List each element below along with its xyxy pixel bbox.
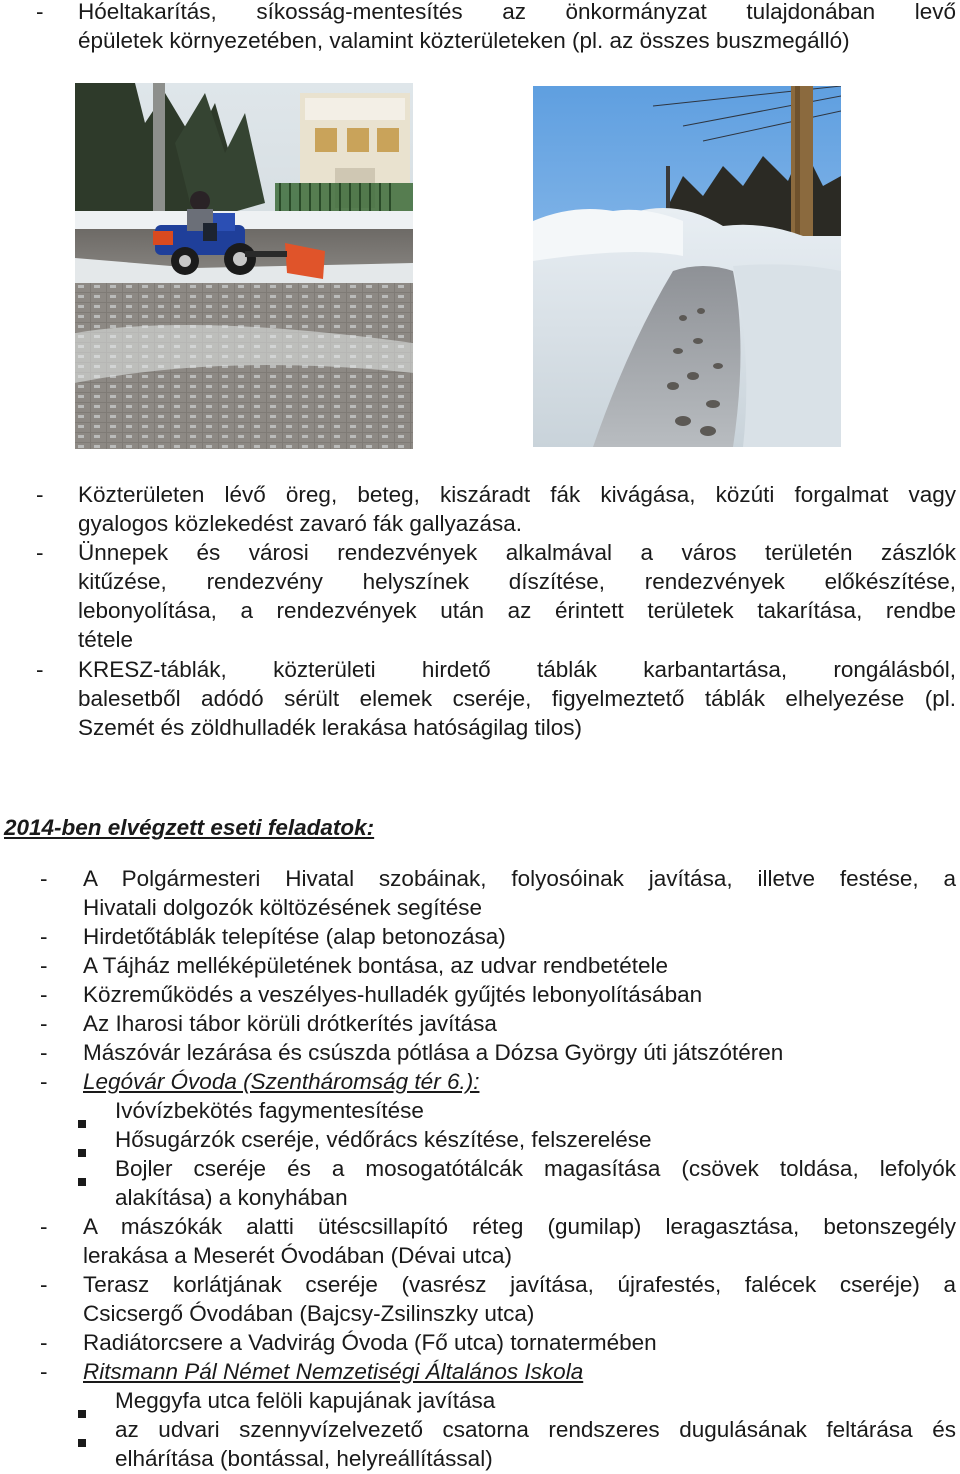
text-line: Az Iharosi tábor körüli drótkerítés javítása <box>83 1011 497 1036</box>
text-line: A mászókák alatti ütéscsillapító réteg (gumilap) leragasztása, betonszegély <box>83 1214 956 1239</box>
list-dash: - <box>40 1040 48 1065</box>
list-item <box>40 1357 956 1386</box>
text-line: Közreműködés a veszélyes-hulladék gyűjtés lebonyolításában <box>83 982 703 1007</box>
text-line: az udvari szennyvízelvezető csatorna rendszeres dugulásának feltárása és <box>115 1417 956 1442</box>
kindergarten-title: Legóvár Óvoda (Szentháromság tér 6.): <box>83 1069 480 1094</box>
text-line: gyalogos közlekedést zavaró fák gallyazása. <box>78 511 523 536</box>
list-dash: - <box>40 1272 48 1297</box>
text-line: Csicsergő Óvodában (Bajcsy-Zsilinszky utca) <box>83 1301 535 1326</box>
text-line: lebonyolítása, a rendezvények után az érintett területek takarítása, rendbe <box>78 598 956 623</box>
list-item <box>40 864 956 922</box>
text-line: Szemét és zöldhulladék lerakása hatóságilag tilos) <box>78 715 583 740</box>
text-line: elhárítása (bontással, helyreállítással) <box>115 1446 493 1471</box>
text-line: kitűzése, rendezvény helyszínek díszítése, rendezvények előkészítése, <box>78 569 956 594</box>
list-item <box>40 1328 956 1357</box>
text-line: Közterületen lévő öreg, beteg, kiszáradt fák kivágása, közúti forgalmat vagy <box>78 482 956 507</box>
school-title: Ritsmann Pál Német Nemzetiségi Általános Iskola <box>83 1359 584 1384</box>
list-item <box>36 655 956 742</box>
text-line: épületek környezetében, valamint közterületeken (pl. az összes buszmegálló) <box>78 28 850 53</box>
list-item <box>40 951 956 980</box>
list-dash: - <box>40 1214 48 1239</box>
text-line: Hóeltakarítás, síkosság-mentesítés az önkormányzat tulajdonában levő <box>78 0 956 24</box>
list-item <box>40 922 956 951</box>
text-line: A Polgármesteri Hivatal szobáinak, folyosóinak javítása, illetve festése, a <box>83 866 956 891</box>
list-item <box>40 1067 956 1096</box>
list-dash: - <box>36 657 44 682</box>
sub-list-item <box>78 1154 956 1212</box>
text-line: Hivatali dolgozók költözésének segítése <box>83 895 482 920</box>
text-line: tétele <box>78 627 134 652</box>
intro-list-item <box>36 0 956 55</box>
text-line: Hirdetőtáblák telepítése (alap betonozása) <box>83 924 506 949</box>
list-dash: - <box>40 1330 48 1355</box>
text-line: A Tájház melléképületének bontása, az udvar rendbetétele <box>83 953 668 978</box>
text-line: Hősugárzók cseréje, védőrács készítése, felszerelése <box>115 1127 652 1152</box>
text-line: Ünnepek és városi rendezvények alkalmával a város területén zászlók <box>78 540 956 565</box>
list-item <box>36 538 956 654</box>
square-bullet-icon <box>78 1439 86 1447</box>
text-line: alakítása) a konyhában <box>115 1185 348 1210</box>
sub-list-item <box>78 1415 956 1473</box>
section-heading: 2014-ben elvégzett eseti feladatok: <box>4 815 375 840</box>
list-item <box>40 980 956 1009</box>
text-line: balesetből adódó sérült elemek cseréje, figyelmeztető táblák elhelyezése (pl. <box>78 686 956 711</box>
list-dash: - <box>40 1069 48 1094</box>
text-line: lerakása a Meserét Óvodában (Dévai utca) <box>83 1243 512 1268</box>
list-dash: - <box>36 0 44 24</box>
list-dash: - <box>40 924 48 949</box>
square-bullet-icon <box>78 1178 86 1186</box>
text-line: Radiátorcsere a Vadvirág Óvoda (Fő utca) tornatermében <box>83 1330 657 1355</box>
text-line: Terasz korlátjának cseréje (vasrész javítása, újrafestés, falécek cseréje) a <box>83 1272 956 1297</box>
list-item <box>40 1270 956 1328</box>
list-dash: - <box>40 982 48 1007</box>
list-item <box>40 1038 956 1067</box>
list-item <box>36 480 956 538</box>
text-line: Mászóvár lezárása és csúszda pótlása a Dózsa György úti játszótéren <box>83 1040 784 1065</box>
list-dash: - <box>40 866 48 891</box>
list-dash: - <box>36 540 44 565</box>
list-item <box>40 1212 956 1270</box>
list-dash: - <box>40 1011 48 1036</box>
text-line: Meggyfa utca felöli kapujának javítása <box>115 1388 496 1413</box>
list-dash: - <box>36 482 44 507</box>
list-dash: - <box>40 953 48 978</box>
text-line: Bojler cseréje és a mosogatótálcák magasítása (csövek toldása, lefolyók <box>115 1156 956 1181</box>
list-dash: - <box>40 1359 48 1384</box>
snow-tractor-photo <box>75 83 413 449</box>
text-line: Ivóvízbekötés fagymentesítése <box>115 1098 424 1123</box>
snow-bank-photo <box>533 86 841 447</box>
list-item <box>40 1009 956 1038</box>
text-line: KRESZ-táblák, közterületi hirdető táblák karbantartása, rongálásból, <box>78 657 956 682</box>
